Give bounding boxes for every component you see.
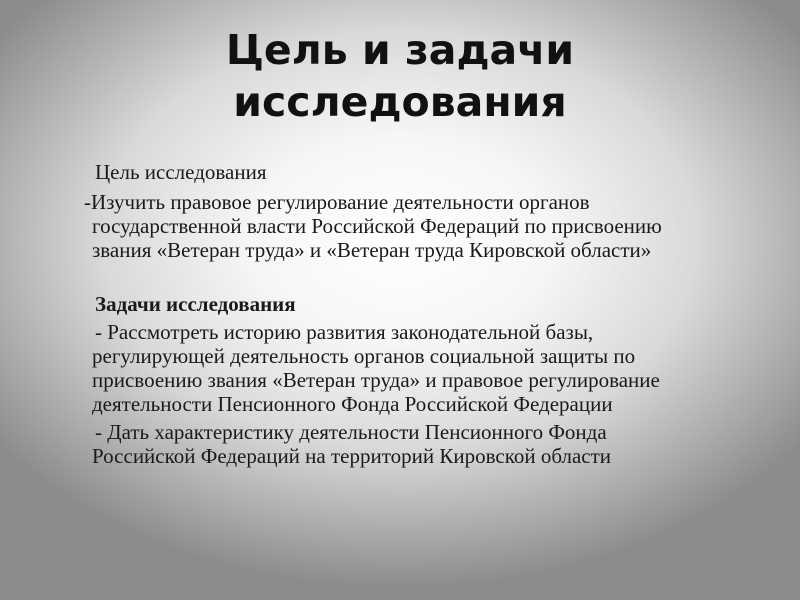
task-1-line-3: присвоению звания «Ветеран труда» и правовое регулирование (92, 368, 660, 392)
goal-heading: Цель исследования (95, 160, 267, 184)
task-1-line-4: деятельности Пенсионного Фонда Российской Федерации (92, 392, 613, 416)
tasks-heading: Задачи исследования (95, 292, 296, 316)
task-1-line-1: - Рассмотреть историю развития законодательной базы, (95, 320, 594, 344)
slide-title (0, 24, 800, 128)
slide-title-line-1: Цель и задачи (225, 26, 575, 74)
goal-text-line-1: -Изучить правовое регулирование деятельности органов (84, 190, 590, 214)
task-2-line-2: Российской Федераций на территорий Кировской области (92, 444, 612, 468)
task-2-line-1: - Дать характеристику деятельности Пенсионного Фонда (95, 420, 607, 444)
goal-text-line-2: государственной власти Российской Федераций по присвоению (92, 214, 662, 238)
slide-title-line-2: исследования (233, 78, 567, 126)
task-1-line-2: регулирующей деятельность органов социальной защиты по (92, 344, 636, 368)
goal-text-line-3: звания «Ветеран труда» и «Ветеран труда Кировской области» (92, 238, 652, 262)
